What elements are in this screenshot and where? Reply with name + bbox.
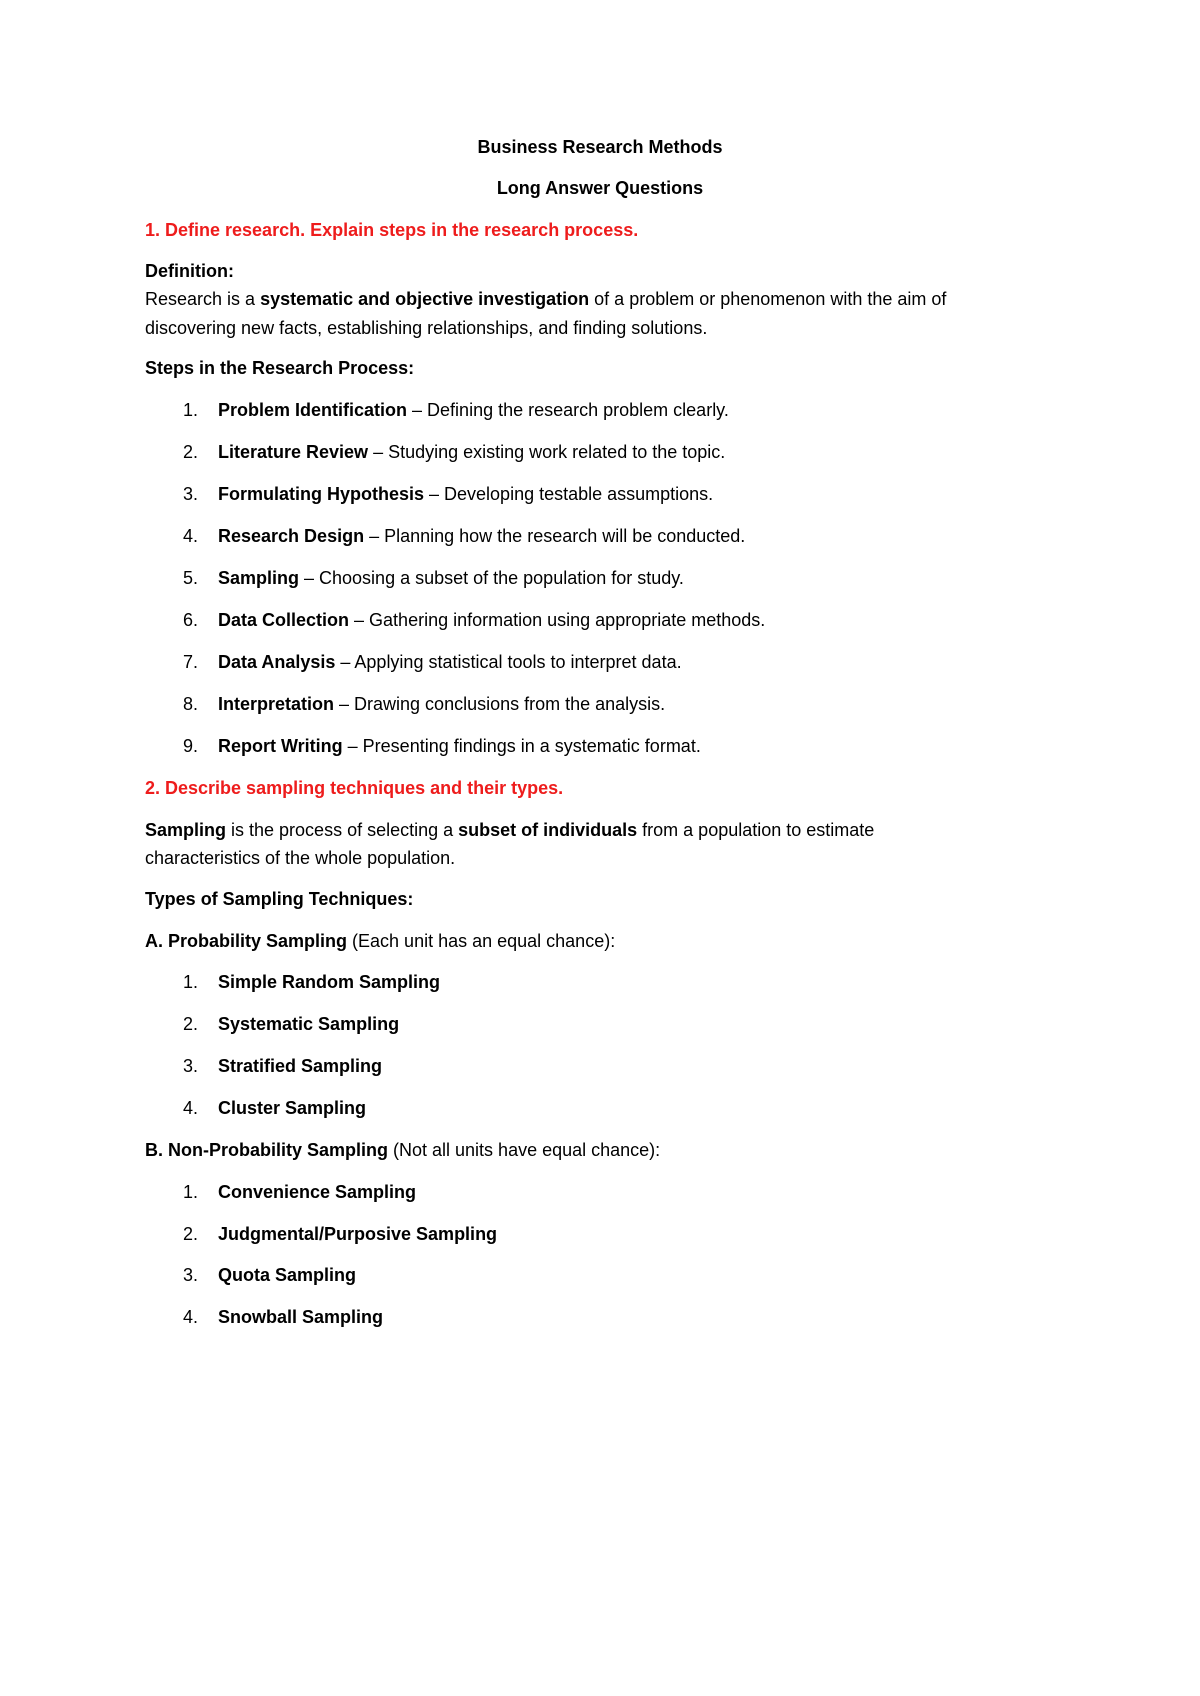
technique-term: Judgmental/Purposive Sampling	[218, 1224, 498, 1244]
list-number: 9.	[182, 736, 198, 756]
q2-heading: 2. Describe sampling techniques and their types.	[145, 778, 564, 798]
probability-heading	[145, 926, 615, 956]
list-number: 4.	[182, 1098, 198, 1118]
step-desc: – Studying existing work related to the topic.	[368, 442, 726, 462]
step-term: Research Design	[218, 526, 365, 546]
non-probability-heading	[145, 1135, 660, 1165]
technique-term: Stratified Sampling	[218, 1056, 383, 1076]
list-number: 7.	[182, 652, 198, 672]
document-title: Business Research Methods	[477, 137, 723, 157]
definition-line-2: discovering new facts, establishing relationships, and finding solutions.	[145, 318, 708, 338]
step-term: Formulating Hypothesis	[218, 484, 425, 504]
step-term: Report Writing	[218, 736, 343, 756]
intro-text: is the process of selecting a	[226, 820, 459, 840]
list-number: 8.	[182, 694, 198, 714]
step-desc: – Gathering information using appropriate methods.	[349, 610, 766, 630]
list-number: 2.	[182, 1224, 198, 1244]
list-number: 1.	[182, 400, 198, 420]
step-term: Sampling	[218, 568, 300, 588]
step-term: Data Collection	[218, 610, 350, 630]
step-term: Problem Identification	[218, 400, 408, 420]
probability-note: (Each unit has an equal chance):	[347, 931, 616, 951]
technique-term: Cluster Sampling	[218, 1098, 367, 1118]
definition-emphasis: systematic and objective investigation	[260, 289, 590, 309]
step-desc: – Developing testable assumptions.	[424, 484, 714, 504]
definition-text: of a problem or phenomenon with the aim of	[589, 289, 947, 309]
step-term: Data Analysis	[218, 652, 336, 672]
technique-term: Quota Sampling	[218, 1265, 357, 1285]
step-term: Literature Review	[218, 442, 369, 462]
step-term: Interpretation	[218, 694, 335, 714]
step-desc: – Choosing a subset of the population for study.	[299, 568, 684, 588]
step-desc: – Drawing conclusions from the analysis.	[334, 694, 666, 714]
sampling-intro-line-2: characteristics of the whole population.	[145, 848, 456, 868]
list-number: 1.	[182, 1182, 198, 1202]
list-number: 3.	[182, 1056, 198, 1076]
technique-term: Snowball Sampling	[218, 1307, 384, 1327]
types-label: Types of Sampling Techniques:	[145, 889, 414, 909]
document-subtitle: Long Answer Questions	[496, 178, 704, 198]
list-number: 6.	[182, 610, 198, 630]
definition-line-1	[145, 284, 946, 314]
probability-label: A. Probability Sampling	[145, 931, 348, 951]
technique-term: Convenience Sampling	[218, 1182, 417, 1202]
definition-label: Definition:	[145, 261, 234, 281]
step-desc: – Applying statistical tools to interpret data.	[335, 652, 682, 672]
non-probability-note: (Not all units have equal chance):	[388, 1140, 661, 1160]
step-desc: – Presenting findings in a systematic format.	[342, 736, 701, 756]
technique-term: Systematic Sampling	[218, 1014, 400, 1034]
non-probability-label: B. Non-Probability Sampling	[145, 1140, 389, 1160]
q1-heading: 1. Define research. Explain steps in the research process.	[145, 220, 639, 240]
list-number: 2.	[182, 1014, 198, 1034]
list-number: 5.	[182, 568, 198, 588]
list-number: 4.	[182, 526, 198, 546]
step-desc: – Defining the research problem clearly.	[407, 400, 729, 420]
list-number: 3.	[182, 1265, 198, 1285]
definition-text: Research is a	[145, 289, 261, 309]
sampling-term: Sampling	[145, 820, 227, 840]
intro-emphasis: subset of individuals	[458, 820, 638, 840]
sampling-intro-line-1	[145, 815, 874, 845]
list-number: 4.	[182, 1307, 198, 1327]
step-desc: – Planning how the research will be conducted.	[364, 526, 746, 546]
intro-text: from a population to estimate	[637, 820, 875, 840]
steps-label: Steps in the Research Process:	[145, 358, 415, 378]
list-number: 1.	[182, 972, 198, 992]
list-number: 2.	[182, 442, 198, 462]
list-number: 3.	[182, 484, 198, 504]
technique-term: Simple Random Sampling	[218, 972, 441, 992]
